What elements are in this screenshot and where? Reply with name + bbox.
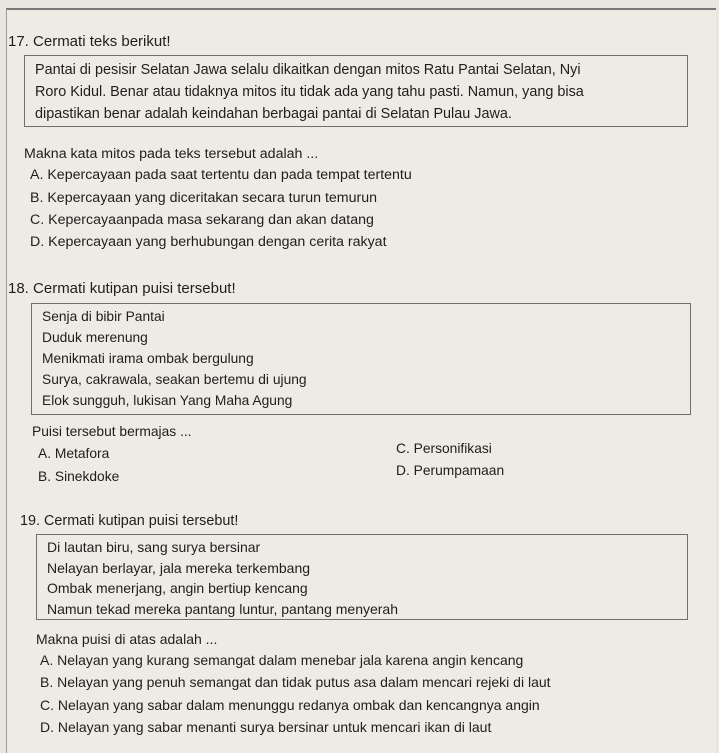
q19-option-a[interactable]: A. Nelayan yang kurang semangat dalam menebar jala karena angin kencang <box>40 652 524 668</box>
q19-poem-box <box>36 534 688 620</box>
q17-passage-box <box>24 55 688 127</box>
q17-option-b[interactable]: B. Kepercayaan yang diceritakan secara turun temurun <box>30 190 378 206</box>
q19-title: 19. Cermati kutipan puisi tersebut! <box>20 513 239 529</box>
q18-question: Puisi tersebut bermajas ... <box>32 424 192 439</box>
q18-poem-box <box>31 303 691 415</box>
q19-poem-line: Di lautan biru, sang surya bersinar <box>47 539 261 555</box>
q18-poem-line: Elok sungguh, lukisan Yang Maha Agung <box>42 393 293 408</box>
q19-option-c[interactable]: C. Nelayan yang sabar dalam menunggu redanya ombak dan kencangnya angin <box>40 697 540 713</box>
q19-poem-line: Namun tekad mereka pantang luntur, pantang menyerah <box>47 600 399 617</box>
q19-poem-line: Ombak menerjang, angin bertiup kencang <box>47 580 308 596</box>
q18-option-c[interactable]: C. Personifikasi <box>396 441 492 456</box>
q18-option-b[interactable]: B. Sinekdoke <box>38 469 120 484</box>
q19-question: Makna puisi di atas adalah ... <box>36 631 218 647</box>
q17-option-c[interactable]: C. Kepercayaanpada masa sekarang dan akan datang <box>30 212 374 228</box>
q17-option-a[interactable]: A. Kepercayaan pada saat tertentu dan pada tempat tertentu <box>30 167 412 183</box>
q17-passage-line: Pantai di pesisir Selatan Jawa selalu dikaitkan dengan mitos Ratu Pantai Selatan, Nyi <box>35 62 581 78</box>
q17-passage-line: dipastikan benar adalah keindahan berbagai pantai di Selatan Pulau Jawa. <box>35 106 512 122</box>
q18-poem-line: Surya, cakrawala, seakan bertemu di ujung <box>42 372 307 387</box>
q19-option-b[interactable]: B. Nelayan yang penuh semangat dan tidak putus asa dalam mencari rejeki di laut <box>40 674 551 690</box>
q18-option-d[interactable]: D. Perumpamaan <box>396 463 505 478</box>
q18-poem-line: Duduk merenung <box>42 330 148 345</box>
q18-title: 18. Cermati kutipan puisi tersebut! <box>8 280 236 297</box>
q18-option-a[interactable]: A. Metafora <box>38 446 110 461</box>
q18-poem-line: Menikmati irama ombak bergulung <box>42 351 254 366</box>
q17-title: 17. Cermati teks berikut! <box>8 33 171 50</box>
q17-option-d[interactable]: D. Kepercayaan yang berhubungan dengan cerita rakyat <box>30 234 387 250</box>
q17-passage-line: Roro Kidul. Benar atau tidaknya mitos itu tidak ada yang tahu pasti. Namun, yang bisa <box>35 84 584 100</box>
q17-question: Makna kata mitos pada teks tersebut adalah ... <box>24 146 319 162</box>
q18-poem-line: Senja di bibir Pantai <box>42 309 165 324</box>
q19-poem-line: Nelayan berlayar, jala mereka terkembang <box>47 559 311 576</box>
q19-option-d[interactable]: D. Nelayan yang sabar menanti surya bersinar untuk mencari ikan di laut <box>40 719 492 735</box>
